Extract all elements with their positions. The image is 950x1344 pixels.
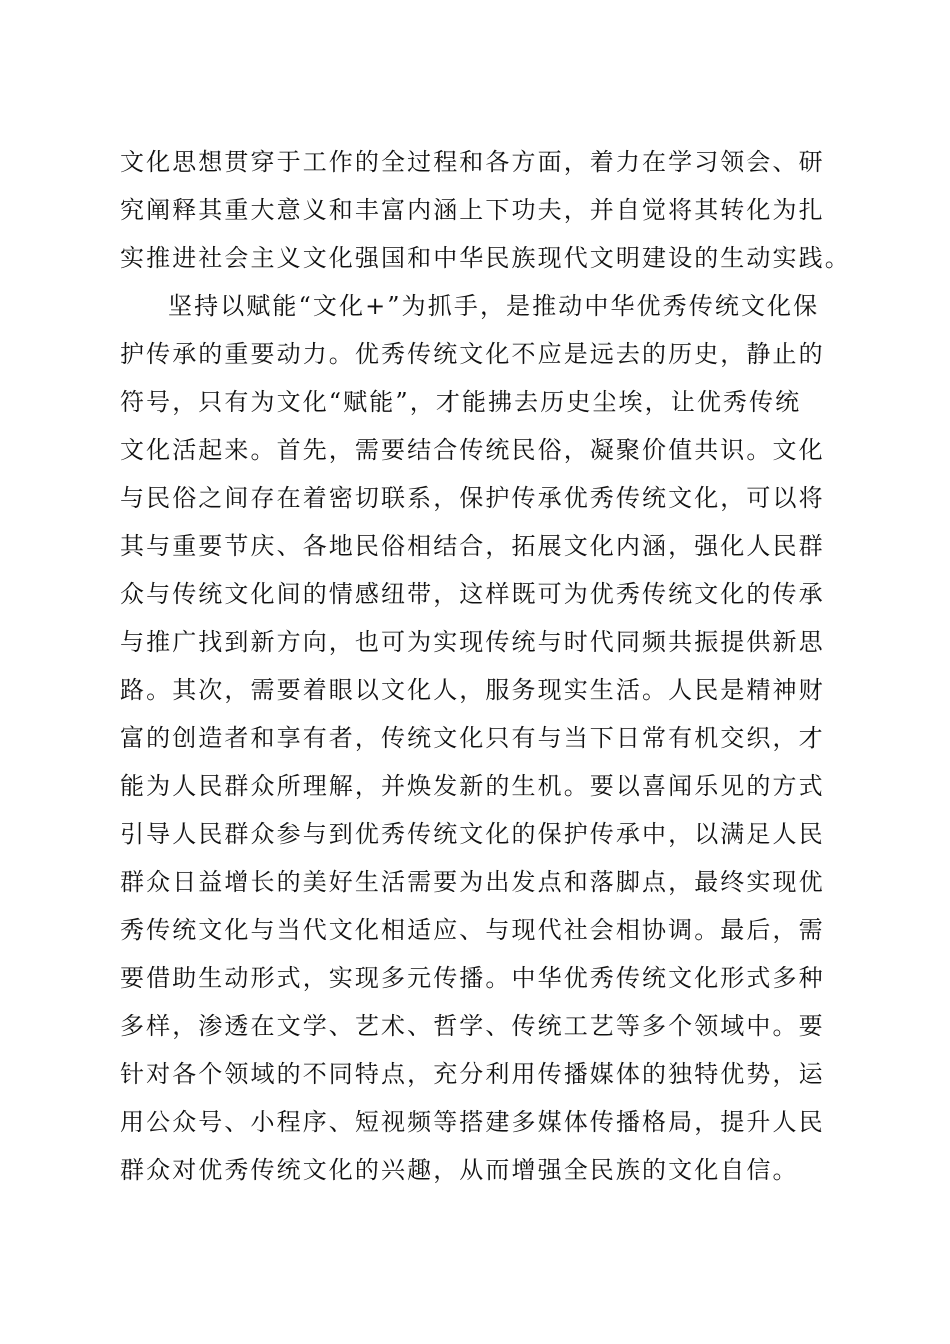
paragraph-line: 文化思想贯穿于工作的全过程和各方面，着力在学习领会、研 xyxy=(120,148,825,176)
paragraph-line: 富的创造者和享有者，传统文化只有与当下日常有机交织，才 xyxy=(120,724,825,752)
paragraph-line: 要借助生动形式，实现多元传播。中华优秀传统文化形式多种 xyxy=(120,964,825,992)
paragraph-line: 用公众号、小程序、短视频等搭建多媒体传播格局，提升人民 xyxy=(120,1108,825,1136)
paragraph-line: 群众对优秀传统文化的兴趣，从而增强全民族的文化自信。 xyxy=(120,1156,799,1184)
paragraph-line: 能为人民群众所理解，并焕发新的生机。要以喜闻乐见的方式 xyxy=(120,772,825,800)
paragraph-line: 秀传统文化与当代文化相适应、与现代社会相协调。最后，需 xyxy=(120,916,825,944)
paragraph-line: 路。其次，需要着眼以文化人，服务现实生活。人民是精神财 xyxy=(120,676,825,704)
paragraph-line: 群众日益增长的美好生活需要为出发点和落脚点，最终实现优 xyxy=(120,868,825,896)
paragraph-line: 与民俗之间存在着密切联系，保护传承优秀传统文化，可以将 xyxy=(120,484,825,512)
document-body xyxy=(120,138,851,1194)
paragraph-line: 引导人民群众参与到优秀传统文化的保护传承中，以满足人民 xyxy=(120,820,825,848)
paragraph-line: 与推广找到新方向，也可为实现传统与时代同频共振提供新思 xyxy=(120,628,825,656)
paragraph-line: 针对各个领域的不同特点，充分利用传播媒体的独特优势，运 xyxy=(120,1060,825,1088)
paragraph-line: 究阐释其重大意义和丰富内涵上下功夫，并自觉将其转化为扎 xyxy=(120,196,825,224)
paragraph-line: 众与传统文化间的情感纽带，这样既可为优秀传统文化的传承 xyxy=(120,580,825,608)
paragraph-1 xyxy=(120,138,851,282)
paragraph-line: 文化活起来。首先，需要结合传统民俗，凝聚价值共识。文化 xyxy=(120,436,825,464)
paragraph-2 xyxy=(120,282,830,1194)
paragraph-line: 坚持以赋能“文化+”为抓手，是推动中华优秀传统文化保 xyxy=(168,292,820,320)
paragraph-line: 其与重要节庆、各地民俗相结合，拓展文化内涵，强化人民群 xyxy=(120,532,825,560)
paragraph-line: 多样，渗透在文学、艺术、哲学、传统工艺等多个领域中。要 xyxy=(120,1012,825,1040)
paragraph-line: 符号，只有为文化“赋能”，才能拂去历史尘埃，让优秀传统 xyxy=(120,388,802,416)
paragraph-line: 护传承的重要动力。优秀传统文化不应是远去的历史，静止的 xyxy=(120,340,825,368)
paragraph-line: 实推进社会主义文化强国和中华民族现代文明建设的生动实践。 xyxy=(120,244,851,272)
